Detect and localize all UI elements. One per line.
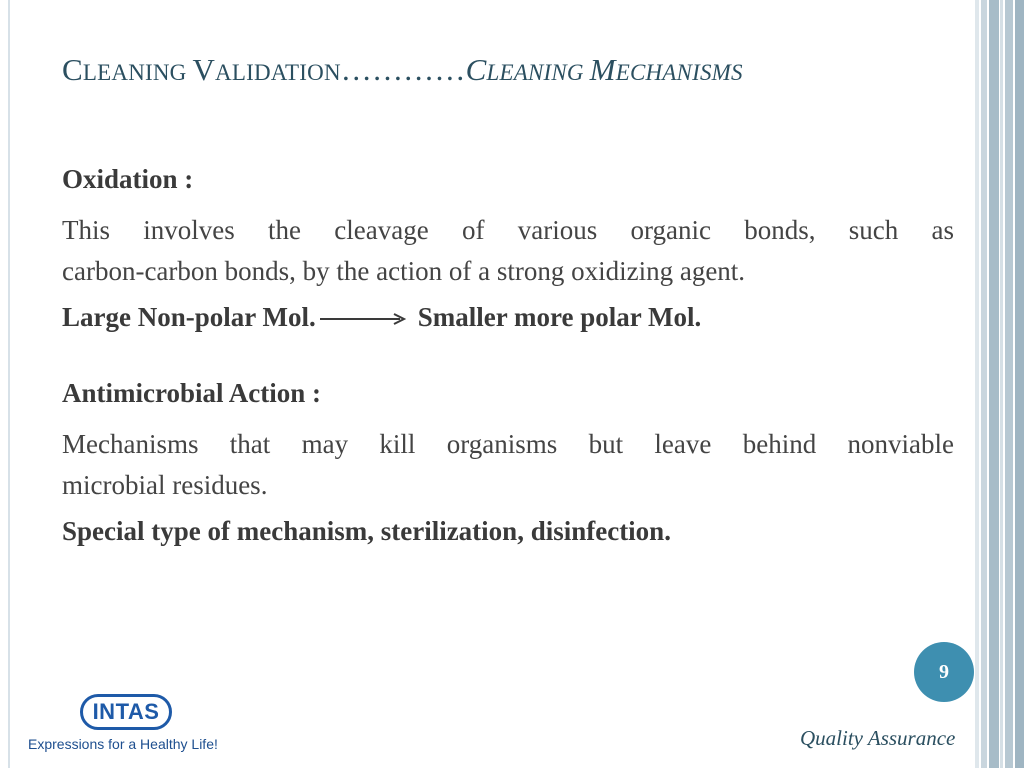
antimicrobial-paragraph bbox=[62, 424, 954, 506]
right-stripe bbox=[1015, 0, 1024, 768]
title-subtitle bbox=[466, 52, 743, 87]
title-letter: C bbox=[62, 52, 83, 87]
oxidation-heading: Oxidation : bbox=[62, 164, 194, 194]
paragraph-line: This involves the cleavage of various organic bonds, such as bbox=[62, 215, 954, 245]
paragraph-line: Mechanisms that may kill organisms but leave behind nonviable bbox=[62, 429, 954, 459]
right-stripe bbox=[989, 0, 999, 768]
antimicrobial-heading: Antimicrobial Action : bbox=[62, 378, 321, 408]
right-stripe bbox=[975, 0, 979, 768]
subtitle-text: LEANING bbox=[486, 60, 590, 85]
title-text: LEANING bbox=[82, 60, 193, 85]
arrow-right-icon bbox=[320, 312, 406, 326]
slide-title bbox=[62, 52, 743, 88]
oxidation-paragraph bbox=[62, 210, 954, 292]
product-label: Smaller more polar Mol. bbox=[417, 302, 702, 332]
special-note: Special type of mechanism, sterilization, disinfection. bbox=[62, 516, 671, 546]
title-dots: ………… bbox=[340, 52, 466, 87]
logo-text: INTAS bbox=[92, 699, 160, 724]
right-stripe bbox=[981, 0, 987, 768]
title-text: ALIDATION bbox=[215, 60, 341, 85]
paragraph-line: microbial residues. bbox=[62, 470, 268, 500]
subtitle-letter: M bbox=[589, 52, 616, 87]
right-stripe bbox=[1005, 0, 1013, 768]
reactant-label: Large Non-polar Mol. bbox=[62, 302, 316, 332]
left-border-rule bbox=[8, 0, 10, 768]
reaction-equation bbox=[62, 302, 701, 333]
right-stripe bbox=[1000, 0, 1003, 768]
footer-label: Quality Assurance bbox=[800, 726, 956, 750]
page-number-badge: 9 bbox=[914, 642, 974, 702]
logo-tagline: Expressions for a Healthy Life! bbox=[28, 736, 218, 752]
title-letter: V bbox=[192, 52, 216, 87]
subtitle-letter: C bbox=[465, 52, 487, 87]
subtitle-text: ECHANISMS bbox=[615, 60, 743, 85]
paragraph-line: carbon-carbon bonds, by the action of a strong oxidizing agent. bbox=[62, 256, 746, 286]
intas-logo bbox=[80, 694, 172, 730]
